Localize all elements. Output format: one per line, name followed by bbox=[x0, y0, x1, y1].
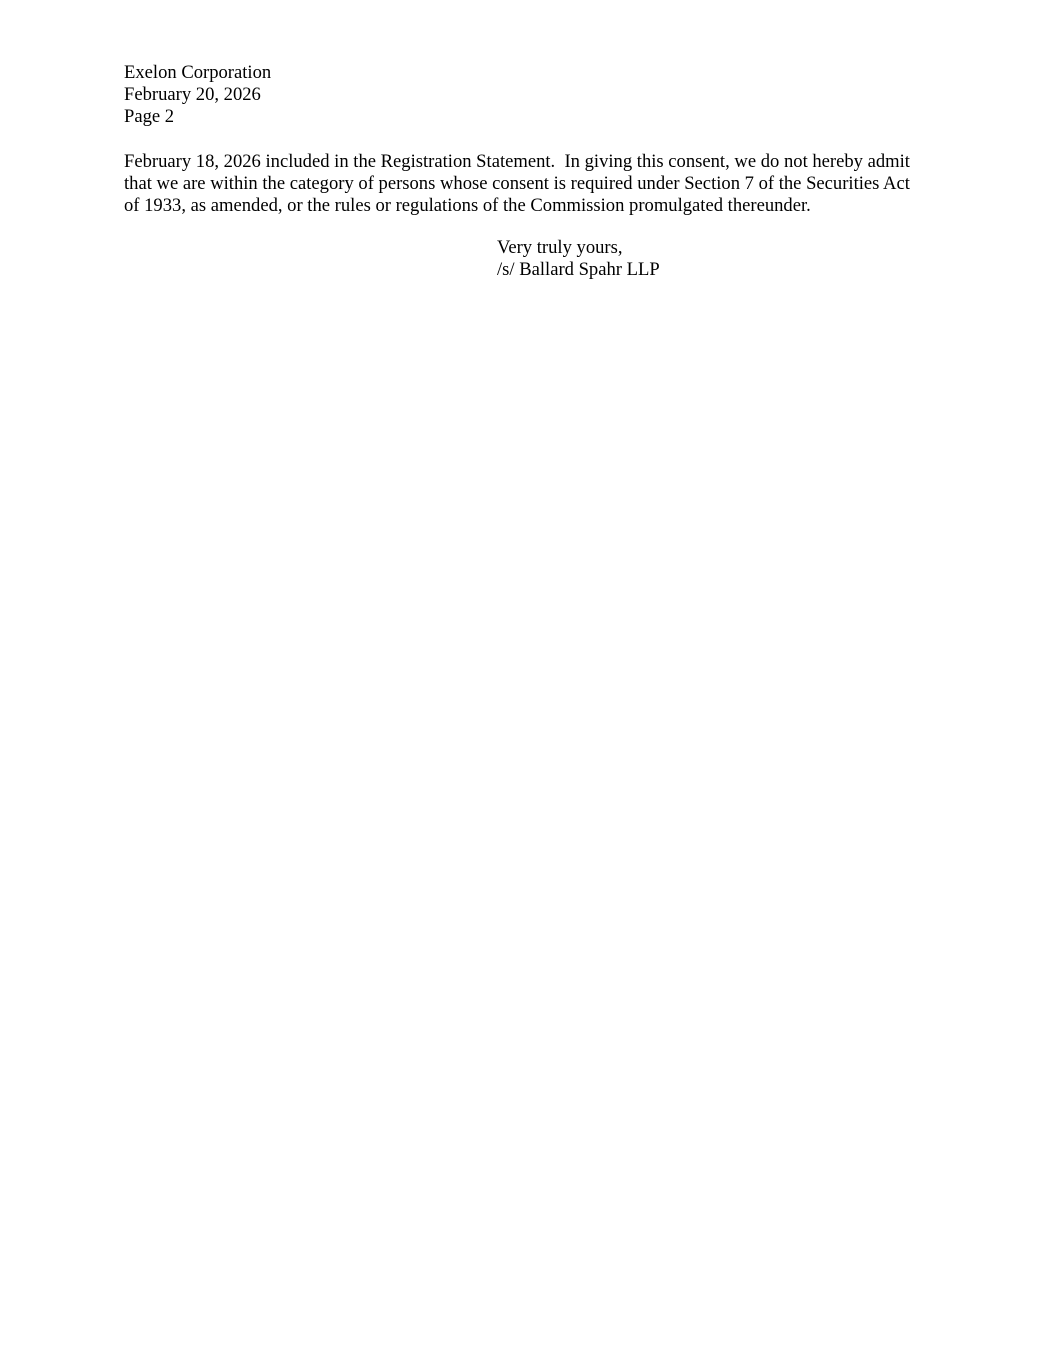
signature-line: /s/ Ballard Spahr LLP bbox=[497, 259, 660, 280]
body-line: February 18, 2026 included in the Registration Statement. In giving this consent, we do not hereby admit bbox=[124, 151, 910, 172]
closing-salutation: Very truly yours, bbox=[497, 237, 623, 258]
letter-header bbox=[124, 62, 271, 128]
letter-closing bbox=[497, 237, 660, 281]
letter-date: February 20, 2026 bbox=[124, 84, 261, 105]
recipient-company: Exelon Corporation bbox=[124, 62, 272, 83]
body-line: of 1933, as amended, or the rules or regulations of the Commission promulgated thereunder. bbox=[124, 195, 811, 216]
page-number: Page 2 bbox=[124, 106, 175, 127]
body-line: that we are within the category of persons whose consent is required under Section 7 of the Securities Act bbox=[124, 173, 910, 194]
body-paragraph bbox=[124, 151, 934, 217]
